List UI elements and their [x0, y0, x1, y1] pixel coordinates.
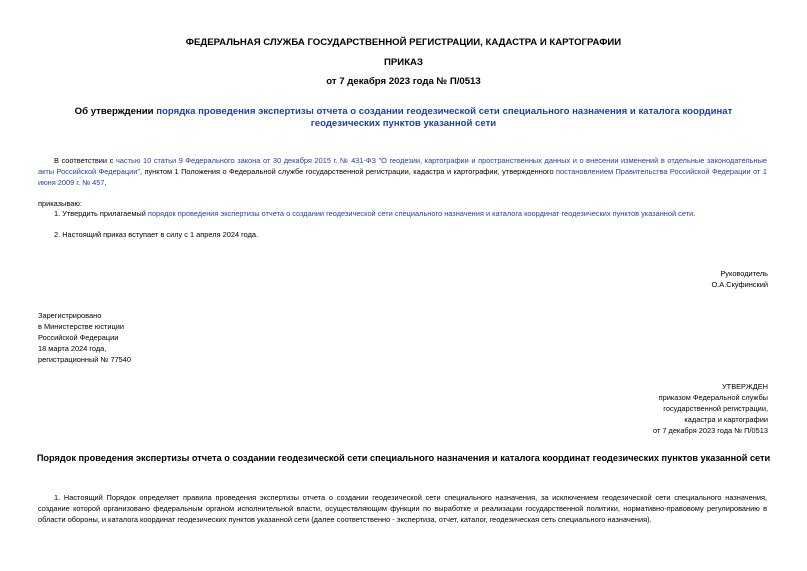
registration-block	[38, 310, 131, 365]
preamble-paragraph	[38, 155, 767, 188]
order-item-1-prefix: 1. Утвердить прилагаемый	[54, 209, 148, 218]
procedure-link[interactable]: порядок проведения экспертизы отчета о создании геодезической сети специального назначения и каталога координат геодезических пунктов указанной сети	[147, 209, 694, 218]
agency-heading: ФЕДЕРАЛЬНАЯ СЛУЖБА ГОСУДАРСТВЕННОЙ РЕГИСТРАЦИИ, КАДАСТРА И КАРТОГРАФИИ	[185, 37, 622, 48]
order-item-2: 2. Настоящий приказ вступает в силу с 1 апреля 2024 года.	[54, 230, 259, 239]
signature-name: О.А.Скуфинский	[711, 280, 768, 289]
approval-line: от 7 декабря 2023 года № П/0513	[652, 426, 768, 435]
registration-line: Зарегистрировано	[38, 311, 102, 320]
approval-block	[653, 381, 768, 436]
order-item-1	[54, 208, 767, 219]
doc-date-number: от 7 декабря 2023 года № П/0513	[326, 76, 481, 87]
doc-type-heading: ПРИКАЗ	[384, 57, 423, 68]
registration-line: в Министерстве юстиции	[38, 322, 125, 331]
federal-law-link[interactable]: частью 10 статьи 9 Федерального закона от 30 декабря 2015 г. № 431-ФЗ "О геодезии, картографии и пространственных данных и о внесении изменений в отдельные законодательные акты Российской Федерации"	[38, 156, 767, 176]
procedure-title: Порядок проведения экспертизы отчета о создании геодезической сети специального назначения и каталога координат геодезических пунктов указанной сети	[36, 453, 771, 463]
approval-line: кадастра и картографии	[684, 415, 768, 424]
registration-line: регистрационный № 77540	[38, 355, 132, 364]
signature-position: Руководитель	[720, 269, 768, 278]
order-title-prefix: Об утверждении	[74, 106, 157, 117]
registration-line: 18 марта 2024 года,	[38, 344, 107, 353]
order-label: приказываю:	[38, 199, 82, 208]
preamble-text-2: , пунктом 1 Положения о Федеральной службе государственной регистрации, кадастра и картографии, утвержденного	[139, 167, 557, 176]
registration-line: Российской Федерации	[38, 333, 119, 342]
government-decree-link[interactable]: постановлением Правительства Российской Федерации от 1 июня 2009 г. № 457	[38, 167, 767, 187]
approval-line: УТВЕРЖДЕН	[721, 382, 768, 391]
order-title	[40, 106, 767, 130]
order-item-1-suffix: .	[693, 209, 696, 218]
order-title-link[interactable]: порядка проведения экспертизы отчета о создании геодезической сети специального назначения и каталога координат геодезических пунктов указанной сети	[156, 106, 733, 129]
procedure-paragraph-1: 1. Настоящий Порядок определяет правила проведения экспертизы отчета о создании геодезической сети специального назначения, за исключением геодезической сети специального назначения, создание которой организовано федеральным органом исполнительной власти, осуществляющим функции по выработке и реализации государственной политики, нормативно-правовому регулированию в области обороны, и каталога координат геодезических пунктов указанной сети (далее соответственно - экспертиза, отчет, каталог, геодезическая сеть специального назначения).	[38, 493, 767, 524]
approval-line: приказом Федеральной службы	[658, 393, 768, 402]
preamble-text-1: В соответствии с	[54, 156, 116, 165]
approval-line: государственной регистрации,	[663, 404, 768, 413]
preamble-text-3: ,	[104, 178, 107, 187]
